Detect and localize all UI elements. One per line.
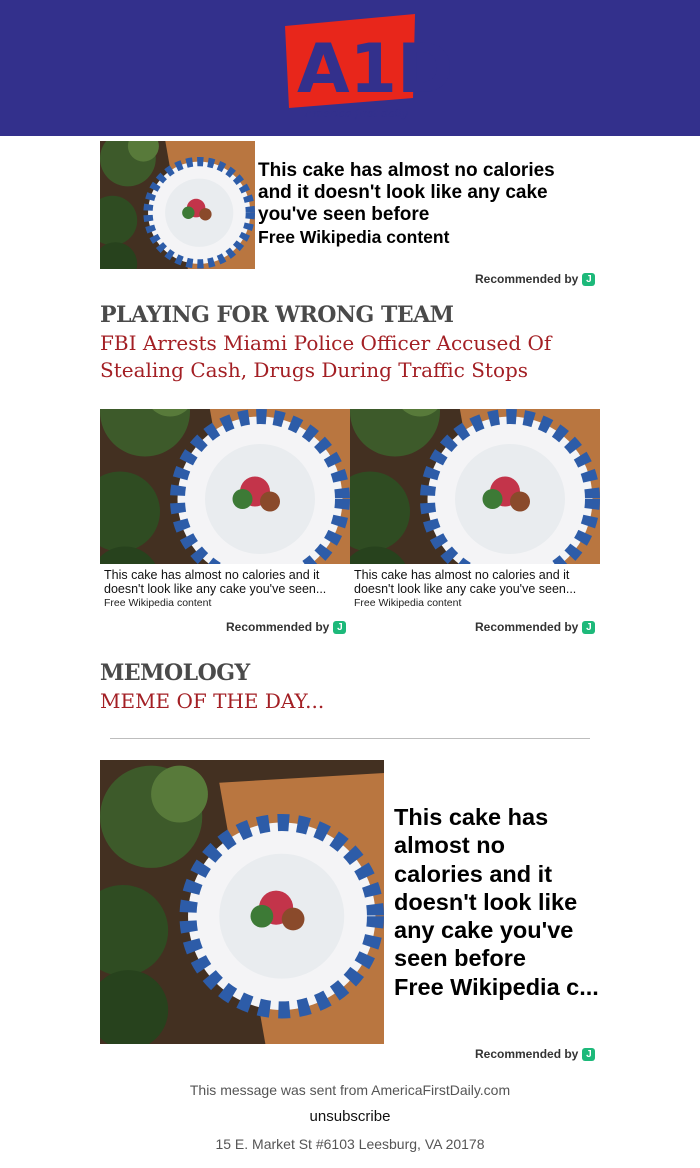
recommended-by-3[interactable]: Recommended by J [475, 620, 595, 634]
ad-source-1: Free Wikipedia content [258, 227, 450, 247]
ad-thumbnail-2[interactable] [100, 409, 350, 564]
section-title-memology: MEMOLOGY [100, 660, 250, 686]
ad-thumbnail-4[interactable] [100, 760, 384, 1044]
ad-title-3[interactable]: This cake has almost no calories and it doesn't look like any cake you've seen... [354, 568, 577, 596]
recommender-icon: J [582, 621, 595, 634]
ad-source-4: Free Wikipedia c... [394, 973, 599, 1000]
recommended-by-2[interactable]: Recommended by J [226, 620, 346, 634]
recommender-icon: J [582, 273, 595, 286]
ad-source-2: Free Wikipedia content [104, 597, 212, 609]
footer-sent-from: This message was sent from AmericaFirstDaily.com [189, 1082, 511, 1098]
logo-tagline: America first daily [305, 107, 408, 120]
meme-of-the-day-link[interactable]: MEME OF THE DAY... [100, 689, 325, 713]
recommender-icon: J [582, 1048, 595, 1061]
footer-address: 15 E. Market St #6103 Leesburg, VA 20178 [215, 1136, 485, 1152]
ad-source-3: Free Wikipedia content [354, 597, 462, 609]
section-title-wrong-team: PLAYING FOR WRONG TEAM [100, 302, 454, 328]
email-header [0, 0, 700, 136]
a1d-logo[interactable] [283, 14, 454, 126]
ad-thumbnail-1[interactable] [100, 141, 255, 269]
unsubscribe-link[interactable]: unsubscribe [309, 1108, 391, 1125]
recommended-by-4[interactable]: Recommended by J [475, 1047, 595, 1061]
recommender-icon: J [333, 621, 346, 634]
ad-title-1[interactable]: This cake has almost no calories and it doesn't look like any cake you've seen before Free Wikipedia content [258, 160, 555, 247]
article-link-fbi[interactable]: FBI Arrests Miami Police Officer Accused Of Stealing Cash, Drugs During Traffic Stops [100, 331, 552, 382]
divider [110, 738, 590, 739]
logo-text: A1D [297, 30, 454, 109]
ad-title-4[interactable]: This cake has almost no calories and it doesn't look like any cake you've seen before Free Wikipedia c... [394, 804, 599, 1000]
recommended-by-1[interactable]: Recommended by J [475, 272, 595, 286]
ad-thumbnail-3[interactable] [350, 409, 600, 564]
ad-title-2[interactable]: This cake has almost no calories and it doesn't look like any cake you've seen... [104, 568, 327, 596]
